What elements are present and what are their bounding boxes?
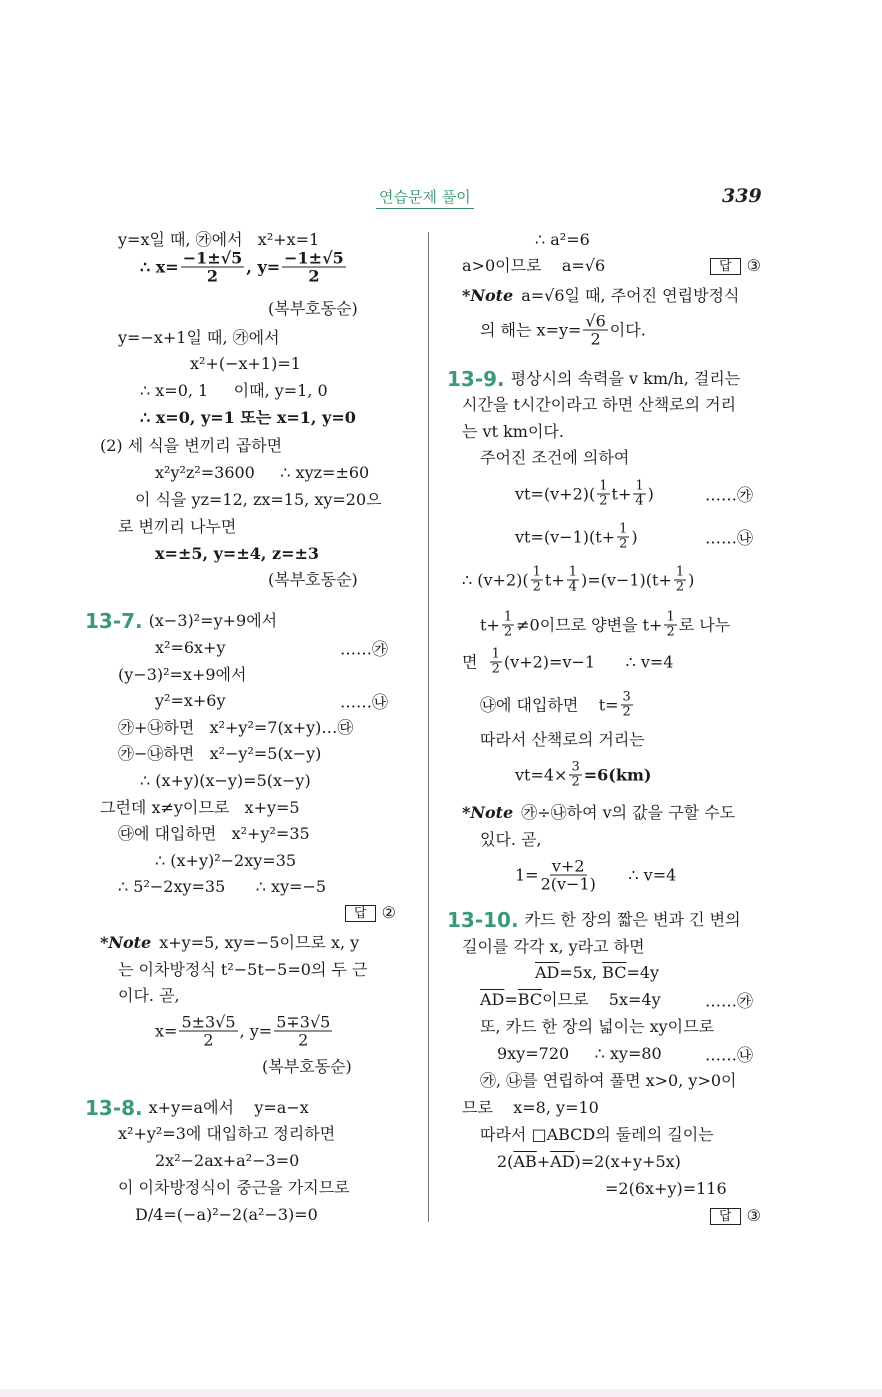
eq-text: 이다. — [609, 320, 646, 339]
eq-text: =5x, — [559, 963, 603, 982]
equation-marker: ……㉮ — [705, 485, 754, 505]
equation-marker: ……㉯ — [705, 528, 754, 548]
eq-text: t+ — [611, 484, 632, 503]
text-line: 2x²−2ax+a²−3=0 — [155, 1151, 300, 1170]
numerator: 1 — [532, 564, 541, 580]
segment-ad: $\overline{AD}$ — [480, 990, 505, 1009]
segment-ad: $\overline{AD}$ — [535, 963, 560, 982]
text-line: 평상시의 속력을 v km/h, 걸리는 — [510, 369, 741, 388]
text-line: 9xy=720 ∴ xy=80 — [497, 1044, 662, 1063]
fraction — [567, 566, 579, 595]
eq-text: ) — [688, 570, 695, 589]
problem-13-8-heading — [85, 1098, 309, 1118]
text-line: x+y=a에서 y=a−x — [148, 1098, 309, 1117]
text-line: ㉮÷㉯하여 v의 값을 구할 수도 — [521, 803, 736, 822]
eq-text: ∴ (v+2)( — [462, 570, 529, 589]
text-line: 따라서 □ABCD의 둘레의 길이는 — [480, 1125, 714, 1144]
denominator: 2 — [599, 493, 608, 509]
text-line: 이 이차방정식이 중근을 가지므로 — [118, 1178, 350, 1197]
text-line: x²+(−x+1)=1 — [190, 354, 301, 373]
same-order-note: (복부호동순) — [268, 299, 358, 318]
denominator: 4 — [568, 579, 578, 595]
text-line: D/4=(−a)²−2(a²−3)=0 — [135, 1205, 318, 1224]
text-line: 또, 카드 한 장의 넓이는 xy이므로 — [480, 1017, 715, 1036]
text-line: 주어진 조건에 의하여 — [480, 448, 630, 467]
text-line: ∴ (x+y)²−2xy=35 — [155, 851, 297, 870]
note-line — [462, 286, 739, 306]
fraction — [531, 566, 543, 595]
fraction — [621, 691, 633, 720]
denominator: 2 — [308, 266, 320, 286]
equation-line — [140, 250, 348, 285]
text-line: ㉮, ㉯를 연립하여 풀면 x>0, y>0이 — [480, 1071, 737, 1090]
eq-text: 의 해는 x=y= — [480, 320, 582, 339]
equation-line — [535, 963, 659, 983]
equation-marker: ……㉯ — [340, 692, 389, 712]
answer-label-box: 답 — [710, 1208, 741, 1225]
numerator: 3 — [571, 759, 580, 775]
eq-text: 이므로 5x=4y — [542, 990, 661, 1009]
numerator: 1 — [491, 646, 500, 662]
numerator: √6 — [585, 311, 606, 331]
fraction — [502, 611, 514, 640]
numerator: 3 — [622, 689, 631, 705]
eq-text: (v+2)=v−1 ∴ v=4 — [503, 652, 674, 671]
problem-13-7-heading — [85, 611, 277, 631]
answer-choice: ③ — [746, 256, 761, 275]
numerator: 1 — [503, 609, 513, 625]
fraction — [490, 648, 502, 677]
text-line: ∴ x=0, 1 이때, y=1, 0 — [140, 381, 328, 400]
fraction — [569, 761, 581, 790]
numerator: −1±√5 — [182, 248, 243, 268]
answer-label-box: 답 — [345, 905, 376, 922]
eq-text: , y= — [239, 1021, 273, 1040]
denominator: 2 — [203, 1030, 214, 1050]
numerator: −1±√5 — [284, 248, 344, 268]
eq-text: )=2(x+y+5x) — [574, 1152, 681, 1171]
note-label: *Note — [462, 286, 514, 305]
section-title: 연습문제 풀이 — [376, 186, 474, 209]
eq-text: 면 — [462, 652, 488, 671]
text-line: ∴ (x+y)(x−y)=5(x−y) — [140, 771, 311, 790]
equation-line — [462, 566, 694, 595]
problem-13-9-heading — [447, 369, 775, 389]
problem-13-10-heading — [447, 910, 741, 930]
answer — [710, 256, 761, 276]
text-line: 따라서 산책로의 거리는 — [480, 730, 645, 749]
denominator: 2 — [622, 704, 631, 720]
denominator: 2(v−1) — [540, 874, 596, 894]
eq-text: vt=4× — [515, 765, 568, 784]
equation-line — [515, 858, 676, 893]
text-line: 카드 한 장의 짧은 변과 긴 변의 — [524, 910, 741, 929]
text-line: 시간을 t시간이라고 하면 산책로의 거리 — [462, 395, 737, 414]
page-number: 339 — [722, 185, 762, 207]
page-bottom-strip — [0, 1389, 882, 1397]
text-line: ∴ a²=6 — [535, 230, 590, 249]
problem-number: 13-10. — [447, 908, 519, 932]
text-line: (x−3)²=y+9에서 — [148, 611, 278, 630]
segment-ab: $\overline{AB}$ — [513, 1152, 537, 1171]
segment-bc: $\overline{BC}$ — [517, 990, 543, 1009]
numerator: 1 — [635, 478, 644, 494]
text-line: 는 이차방정식 t²−5t−5=0의 두 근 — [118, 960, 368, 979]
eq-text: ∴ x= — [140, 257, 179, 276]
equation-line — [480, 313, 646, 348]
equation-line — [515, 480, 654, 509]
eq-text: ) — [647, 484, 654, 503]
text-line: (y−3)²=x+9에서 — [118, 665, 247, 684]
eq-text: )=(v−1)(t+ — [581, 570, 672, 589]
text-line: 이다. 곧, — [118, 986, 180, 1005]
text-line: x²y²z²=3600 ∴ xyz=±60 — [155, 463, 370, 482]
equation-marker: ……㉮ — [705, 991, 754, 1011]
answer-label-box: 답 — [710, 258, 741, 275]
eq-text: vt=(v−1)(t+ — [515, 527, 616, 546]
fraction — [541, 858, 596, 893]
eq-text: =4y — [626, 963, 660, 982]
equation-line — [515, 523, 638, 552]
eq-text: 2( — [497, 1152, 514, 1171]
denominator: 2 — [491, 661, 500, 677]
text-line: x²=6x+y — [155, 638, 226, 657]
text-line: x²+y²=3에 대입하고 정리하면 — [118, 1124, 336, 1143]
denominator: 2 — [503, 624, 513, 640]
eq-text: 로 나누 — [678, 615, 731, 634]
column-divider — [428, 232, 429, 1222]
numerator: 1 — [666, 609, 675, 625]
answer-choice: ③ — [746, 1206, 761, 1225]
segment-bc: $\overline{BC}$ — [602, 963, 627, 982]
eq-text: ≠0이므로 양변을 t+ — [516, 615, 663, 634]
equation-marker: ……㉮ — [340, 639, 389, 659]
text-line: 길이를 각각 x, y라고 하면 — [462, 937, 645, 956]
fraction — [274, 1014, 332, 1049]
text-line: 있다. 곧, — [480, 830, 542, 849]
fraction — [181, 250, 245, 285]
text-line: 로 변끼리 나누면 — [118, 517, 237, 536]
equation-line — [155, 1014, 334, 1049]
segment-ad: $\overline{AD}$ — [550, 1152, 575, 1171]
fraction — [617, 523, 629, 552]
eq-text: ) — [631, 527, 638, 546]
answer-choice: ② — [381, 903, 396, 922]
numerator: v+2 — [551, 856, 585, 876]
same-order-note: (복부호동순) — [262, 1057, 352, 1076]
text-line: ㉮+㉯하면 x²+y²=7(x+y)…㉰ — [118, 718, 354, 737]
fraction — [633, 480, 645, 509]
text-line: 이 식을 yz=12, zx=15, xy=20으 — [135, 490, 382, 509]
eq-text: ㉯에 대입하면 t= — [480, 695, 619, 714]
eq-text: x= — [155, 1021, 178, 1040]
fraction — [674, 566, 686, 595]
eq-text: =6(km) — [583, 765, 652, 784]
numerator: 1 — [619, 521, 628, 537]
fraction — [597, 480, 609, 509]
eq-text: t+ — [480, 615, 500, 634]
fraction — [583, 313, 607, 348]
equation-line — [515, 761, 651, 790]
text-line: (2) 세 식을 변끼리 곱하면 — [100, 436, 283, 455]
fraction — [179, 1014, 237, 1049]
text-line: a>0이므로 a=√6 — [462, 256, 606, 275]
answer — [345, 903, 396, 923]
note-label: *Note — [100, 933, 152, 952]
answer — [710, 1206, 761, 1226]
eq-text: t+ — [544, 570, 565, 589]
numerator: 1 — [599, 478, 608, 494]
note-line — [462, 803, 735, 823]
note-label: *Note — [462, 803, 514, 822]
denominator: 4 — [635, 493, 644, 509]
denominator: 2 — [206, 266, 219, 286]
equation-marker: ……㉯ — [705, 1045, 754, 1065]
text-line: x+y=5, xy=−5이므로 x, y — [159, 933, 360, 952]
eq-text: 1= — [515, 865, 539, 884]
text-line: ㉮−㉯하면 x²−y²=5(x−y) — [118, 744, 322, 763]
text-line: 는 vt km이다. — [462, 422, 564, 441]
eq-text: ∴ v=4 — [597, 865, 677, 884]
text-line: x=±5, y=±4, z=±3 — [155, 544, 320, 563]
text-line: 그런데 x≠y이므로 x+y=5 — [100, 798, 300, 817]
text-line: y=−x+1일 때, ㉮에서 — [118, 328, 280, 347]
note-line — [100, 933, 359, 953]
problem-number: 13-8. — [85, 1096, 143, 1120]
denominator: 2 — [675, 579, 685, 595]
denominator: 2 — [619, 536, 628, 552]
equation-line — [497, 1152, 681, 1172]
numerator: 1 — [675, 564, 685, 580]
eq-text: , y= — [246, 257, 281, 276]
equation-line — [480, 691, 635, 720]
denominator: 2 — [666, 624, 675, 640]
equation-line — [480, 611, 730, 640]
eq-text: vt=(v+2)( — [515, 484, 596, 503]
numerator: 5∓3√5 — [276, 1012, 331, 1032]
numerator: 5±3√5 — [181, 1012, 236, 1032]
denominator: 2 — [590, 329, 601, 349]
denominator: 2 — [532, 579, 541, 595]
text-line: y²=x+6y — [155, 691, 226, 710]
text-line: ∴ x=0, y=1 또는 x=1, y=0 — [140, 408, 356, 427]
eq-text: = — [504, 990, 518, 1009]
denominator: 2 — [571, 774, 580, 790]
problem-number: 13-9. — [447, 367, 505, 391]
text-line: a=√6일 때, 주어진 연립방정식 — [521, 286, 740, 305]
numerator: 1 — [568, 564, 578, 580]
denominator: 2 — [298, 1030, 309, 1050]
equation-line — [480, 990, 661, 1010]
same-order-note: (복부호동순) — [268, 570, 358, 589]
equation-line — [462, 648, 673, 677]
text-line: ㉰에 대입하면 x²+y²=35 — [118, 824, 310, 843]
text-line: 므로 x=8, y=10 — [462, 1098, 599, 1117]
fraction — [664, 611, 676, 640]
problem-number: 13-7. — [85, 609, 143, 633]
eq-text: + — [536, 1152, 551, 1171]
text-line: y=x일 때, ㉮에서 x²+x=1 — [118, 230, 320, 249]
fraction — [282, 250, 346, 285]
text-line: =2(6x+y)=116 — [605, 1179, 727, 1198]
text-line: ∴ 5²−2xy=35 ∴ xy=−5 — [118, 877, 327, 896]
